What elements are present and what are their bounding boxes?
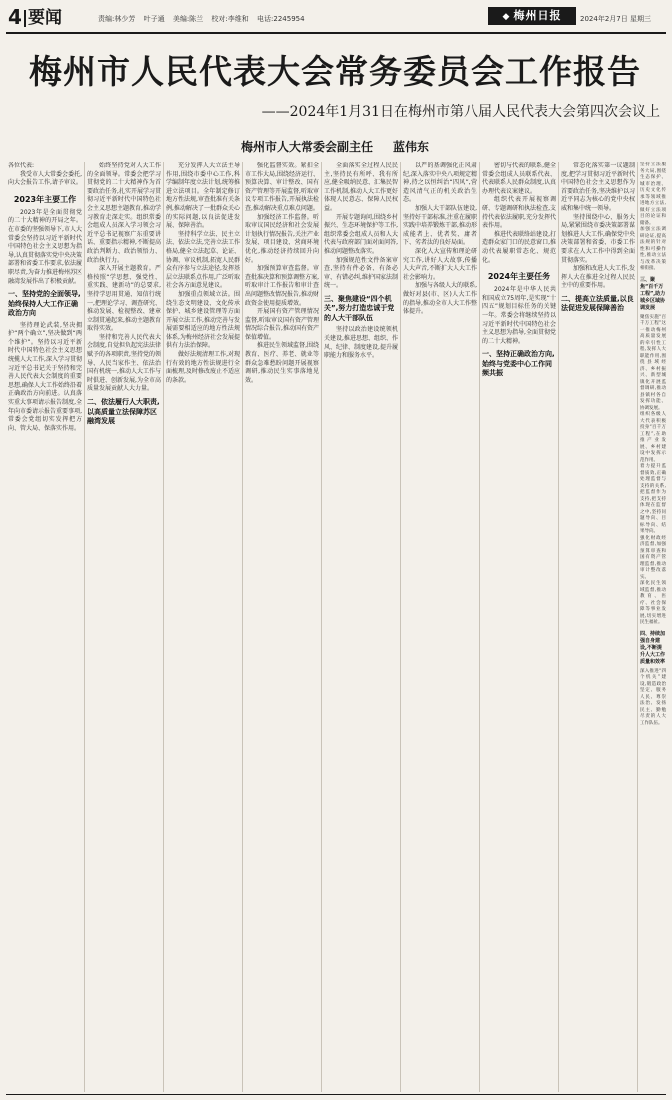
sub-heading: 一、坚持正确政治方向,始终与党委中心工作同频共振 — [482, 350, 555, 378]
paragraph: 着力提升监督质效,正确处理监督与支持的关系,把监督作为支持,把支持体现在监督之中,坚持问题导向、目标导向、结果导向。 — [640, 464, 666, 534]
paragraph: 始终坚持党对人大工作的全面领导。常委会把学习贯彻党的二十大精神作为首要政治任务,扎实开展学习贯彻习近平新时代中国特色社会主义思想主题教育,推动学习教育走深走实。组织常委会组成人员深入学习领会习近平总书记视察广东重要讲话、重要指示精神,不断提高政治判断力、政治领悟力、政治执行力。 — [87, 162, 161, 264]
paragraph: 坚持和完善人民代表大会制度,自觉担负起宪法法律赋予的各项职责,坚持党的领导、人民当家作主、依法治国有机统一,推动人大工作与时俱进、创新发展,为全市高质量发展贡献人大力量。 — [87, 333, 161, 393]
article-column-6 — [403, 162, 477, 1092]
paragraph: 开展专题询问,围绕乡村振兴、生态环境保护等工作,组织常委会组成人员和人大代表与政府部门面对面问答,推动问题整改落实。 — [324, 213, 398, 255]
logo-mark-icon: ◆ — [502, 12, 511, 22]
paragraph: 推进代表联络站建设,打造群众家门口的民意窗口,推动代表履职常态化、规范化。 — [482, 230, 556, 264]
paragraph: 组织各级人大代表积极投身“百千万工程”,在助推产业发展、乡村建设中发挥示范作用。 — [640, 412, 666, 463]
article-column-7 — [482, 162, 556, 1092]
paragraph: 加强立法调研论证,提高法规的针对性和可操作性,推动立法与改革决策相衔接。 — [640, 227, 666, 271]
paragraph: 2024年是中华人民共和国成立75周年,是实现“十四五”规划目标任务的关键一年。常委会将继续坚持以习近平新时代中国特色社会主义思想为指导,全面贯彻党的二十大精神。 — [482, 286, 556, 345]
column-divider — [242, 162, 243, 1092]
paragraph: 深化人大宣传和理论研究工作,讲好人大故事,传播人大声音,不断扩大人大工作社会影响力。 — [403, 247, 477, 281]
column-divider — [637, 162, 638, 1092]
paragraph: 做好法规清理工作,对现行有效的地方性法规进行全面梳理,及时修改废止不适应的条款。 — [166, 351, 240, 384]
article-column-9 — [640, 162, 666, 1092]
section-title: 要闻 — [28, 5, 62, 31]
paragraph: 坚持围绕中心、服务大局,紧紧围绕市委决策部署谋划推进人大工作,确保党中央决策部署和省委、市委工作要求在人大工作中得到全面贯彻落实。 — [561, 213, 635, 264]
salutation: 各位代表: — [8, 162, 35, 169]
paragraph: 全面落实全过程人民民主,坚持民有所呼、我有所应,健全吸纳民意、汇集民智工作机制,推动人大工作更好体现人民意志、保障人民权益。 — [324, 162, 398, 212]
staff-credit: 校对:李维和 — [211, 15, 249, 23]
paragraph: 组织代表开展视察调研、专题调研和执法检查,支持代表依法履职,充分发挥代表作用。 — [482, 196, 556, 230]
sub-heading: 二、提高立法质量,以良法促进发展保障善治 — [561, 294, 634, 313]
bottom-rule — [6, 1094, 666, 1095]
staff-credit: 电话:2245954 — [257, 15, 305, 23]
column-divider — [479, 162, 480, 1092]
paragraph: 以严的基调强化正风肃纪,深入落实中央八项规定精神,持之以恒纠治“四风”,营造风清气正的机关政治生态。 — [403, 162, 477, 204]
paragraph: 坚持理论武装,坚决拥护“两个确立”,坚决做到“两个维护”。坚持以习近平新时代中国特色社会主义思想统揽人大工作,深入学习贯彻习近平总书记关于坚持和完善人民代表大会制度的重要思想,确保人大工作始终沿着正确政治方向前进。认真落实重大事项请示报告制度,全年向市委请示报告重要事项,常委会党组切实发挥把方向、管大局、保落实作用。 — [8, 321, 82, 432]
article-column-5 — [324, 162, 398, 1092]
article-column-3 — [166, 162, 240, 1092]
staff-credit: 责编:林少芳 — [98, 15, 136, 23]
paragraph: 常态化落实第一议题制度,把学习贯彻习近平新时代中国特色社会主义思想作为首要政治任务,坚决维护以习近平同志为核心的党中央权威和集中统一领导。 — [561, 162, 635, 212]
paragraph: 聚焦实施“百千万工程”这一推动梅州高质量发展的牵引性工程,发挥人大职能作用,围绕县域经济、乡村振兴、新型城镇化开展监督调研,推动县镇村各自发挥功能、协调发展。 — [640, 314, 666, 411]
paragraph: 开展国有资产管理情况监督,听取审议国有资产管理情况综合报告,推动国有资产保值增值。 — [245, 308, 319, 341]
sub-heading: 一、坚持党的全面领导,始终保持人大工作正确政治方向 — [8, 290, 81, 318]
sub-heading: 二、依法履行人大职责,以高质量立法保障苏区融湾发展 — [87, 398, 160, 426]
column-divider — [84, 162, 85, 1092]
sub-heading: 四、持续加强自身建设,不断提升人大工作质量和效率 — [640, 630, 666, 665]
issue-date: 2024年2月7日 星期三 — [580, 15, 651, 23]
paragraph: 密切与代表的联系,健全常委会组成人员联系代表、代表联系人民群众制度,认真办理代表议案建议。 — [482, 162, 556, 195]
section-heading: 2023年主要工作 — [13, 194, 77, 204]
paragraph: 深化民生领域监督,推动教育、医疗、社会保障等事业发展,切实增进民生福祉。 — [640, 581, 666, 625]
article-column-4 — [245, 162, 319, 1092]
paragraph: 加强人大干部队伍建设,坚持好干部标准,注重在履职实践中培养锻炼干部,推动形成能者上、优者奖、庸者下、劣者汰的良好局面。 — [403, 204, 477, 247]
paragraph: 加强和改进人大工作,发挥人大在推进全过程人民民主中的重要作用。 — [561, 265, 635, 290]
section-heading: 2024年主要任务 — [487, 272, 551, 282]
paragraph: 我受市人大常委会委托,向大会报告工作,请予审议。 — [8, 170, 82, 187]
paragraph: 强化财政经济监督,加强预算审查和国有资产管理监督,推动审计整改落实。 — [640, 535, 666, 580]
staff-credit: 美编:陈兰 — [172, 15, 204, 23]
article-byline — [10, 138, 660, 156]
staff-credit: 叶子通 — [143, 15, 165, 23]
sub-heading: 三、聚焦建设“四个机关”,努力打造忠诚于党的人大干部队伍 — [324, 294, 395, 322]
byline-role: 梅州市人大常委会副主任 — [240, 140, 373, 154]
paragraph: 深入推进“四个机关”建设,锻造政治坚定、服务人民、尊崇法治、发扬民主、勤勉尽责的人大工作队伍。 — [640, 668, 666, 726]
article-column-2 — [87, 162, 161, 1092]
paragraph: 加强与各级人大的联系,做好对县(市、区)人大工作的指导,推动全市人大工作整体提升。 — [403, 282, 477, 316]
paragraph: 加强预算审查监督。审查批准决算和预算调整方案,听取审计工作报告和审计查出问题整改情况报告,推动财政资金使用提质增效。 — [245, 265, 319, 307]
column-divider — [558, 162, 559, 1092]
paragraph: 强化监督实效。紧扣全市工作大局,围绕经济运行、预算决算、审计整改、国有资产管理等开展监督,听取审议专项工作报告,开展执法检查,推动解决重点难点问题。 — [245, 162, 319, 212]
paragraph: 2023年是全面贯彻党的二十大精神的开局之年。在市委的坚强领导下,市人大常委会坚持以习近平新时代中国特色社会主义思想为指导,认真贯彻落实党中央决策部署和省委工作要求,依法履职尽责,为奋力推进梅州苏区融湾发展作出了积极贡献。 — [8, 208, 82, 285]
article-column-8 — [561, 162, 635, 1092]
article-column-1 — [8, 162, 82, 1092]
paragraph: 坚持科学立法、民主立法、依法立法,完善立法工作格局,健全立法起草、论证、协调、审议机制,拓宽人民群众有序参与立法途径,发挥基层立法联系点作用,广泛听取社会各方面意见建议。 — [166, 230, 240, 290]
paragraph: 加强规范性文件备案审查,坚持有件必备、有备必审、有错必纠,维护国家法制统一。 — [324, 256, 398, 290]
article-headline: 梅州市人民代表大会常务委员会工作报告 — [29, 52, 641, 91]
page-number: 4 — [8, 5, 22, 29]
paragraph: 充分发挥人大立法主导作用,围绕市委中心工作,科学编制年度立法计划,统筹推进立法项目。全年制定修订地方性法规,审查批准有关条例,推动解决了一批群众关心的实际问题,以良法促进发展、保障善治。 — [166, 162, 240, 230]
article-subhead: ——2024年1月31日在梅州市第八届人民代表大会第四次会议上 — [261, 104, 660, 120]
sub-heading: 三、聚焦“百千万工程”,助力城乡区域协调发展 — [640, 276, 666, 311]
paper-name: 梅州日报 — [513, 9, 562, 22]
paragraph: 推进民生领域监督,围绕教育、医疗、养老、就业等群众急难愁盼问题开展视察调研,推动民生实事落地见效。 — [245, 342, 319, 384]
paragraph: 加强重点领域立法。围绕生态文明建设、文化传承保护、城乡建设管理等方面开展立法工作,推动完善与发展需要相适应的地方性法规体系,为梅州经济社会发展提供有力法治保障。 — [166, 290, 240, 350]
paper-logo — [488, 7, 576, 25]
column-divider — [163, 162, 164, 1092]
column-divider — [321, 162, 322, 1092]
byline-name: 蓝伟东 — [393, 140, 430, 154]
paragraph: 深入开展主题教育。严格按照“学思想、强党性、重实践、建新功”的总要求,坚持学思用贯通、知信行统一,把理论学习、调查研究、推动发展、检视整改、建章立制贯通起来,推动主题教育取得实效。 — [87, 265, 161, 333]
masthead — [6, 4, 666, 34]
paragraph: 坚持以政治建设统领机关建设,推进思想、组织、作风、纪律、制度建设,提升履职能力和服务水平。 — [324, 326, 398, 360]
paragraph: 坚持立法服务大局,围绕生态保护、城市治理、历史文化传承等领域推进地方立法,做好立法项目的论证和储备。 — [640, 162, 666, 226]
staff-credits — [98, 14, 311, 24]
paragraph: 加强经济工作监督。听取审议国民经济和社会发展计划执行情况报告,关注产业发展、项目建设、营商环境优化,推动经济持续回升向好。 — [245, 213, 319, 264]
column-divider — [400, 162, 401, 1092]
